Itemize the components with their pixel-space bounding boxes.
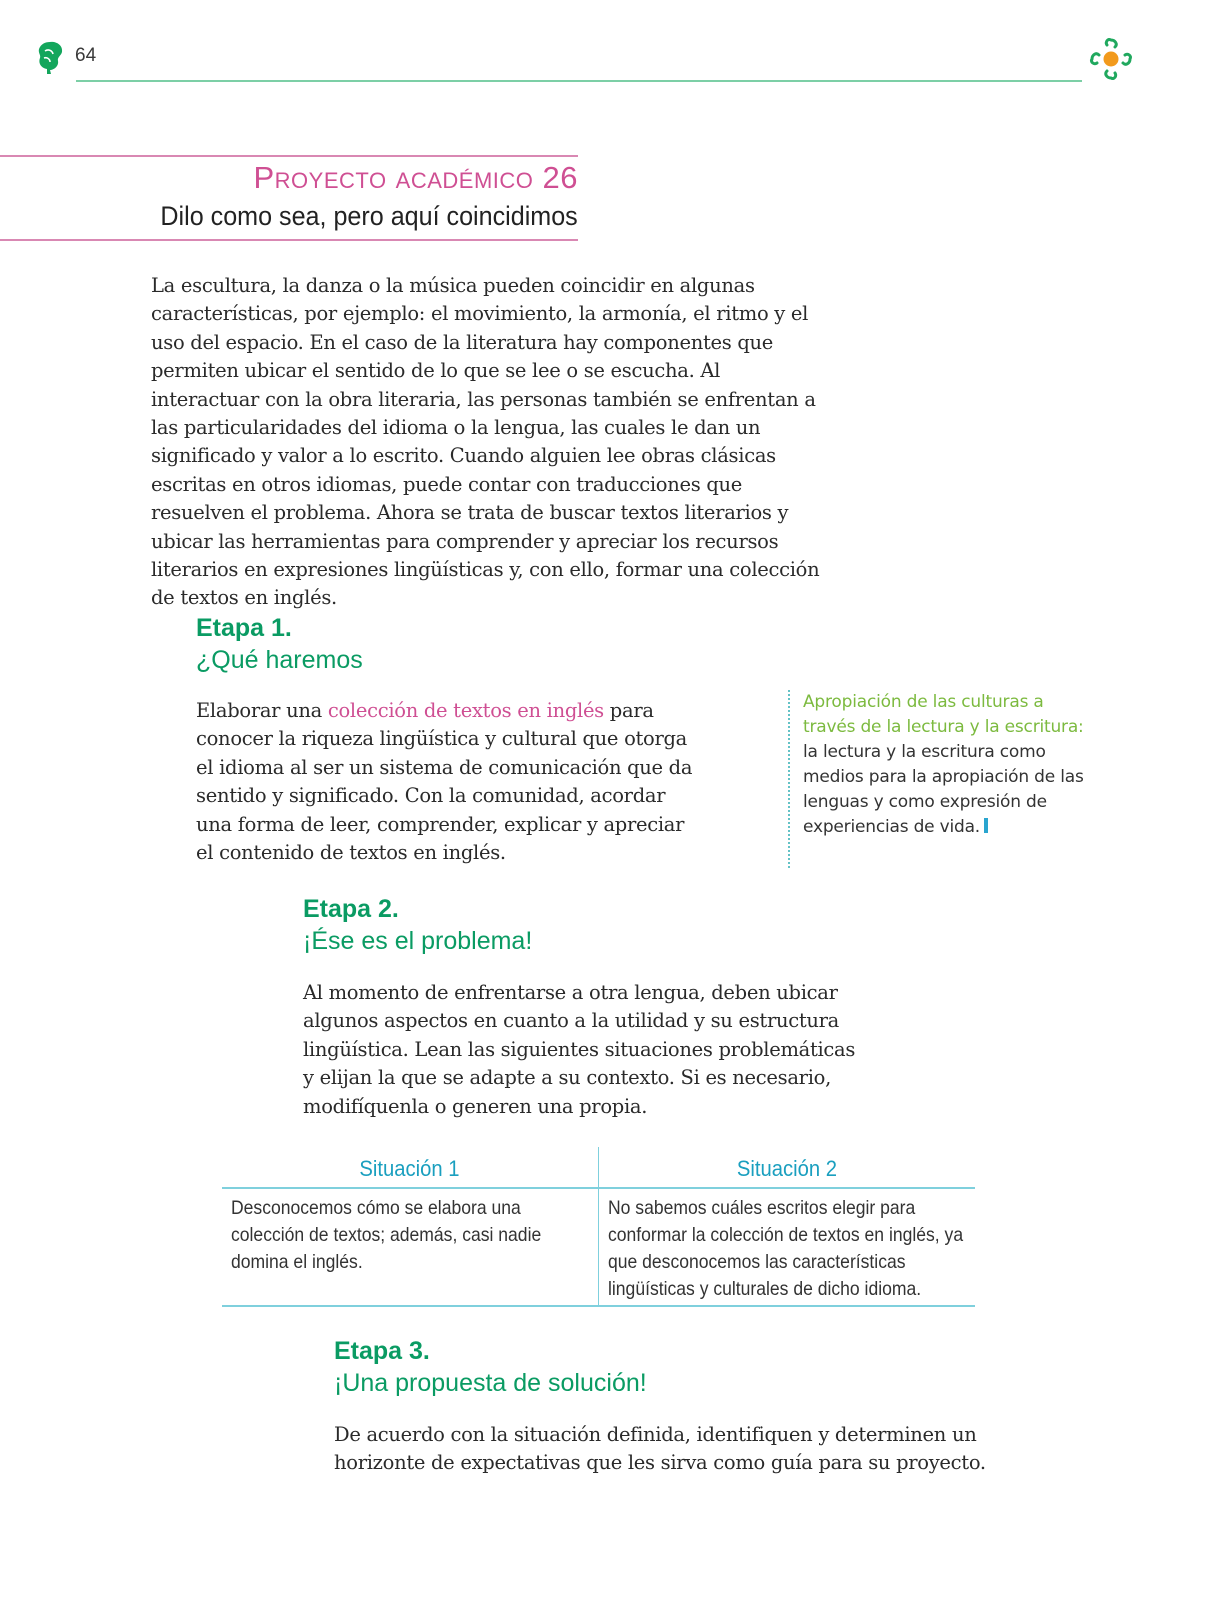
stage3-number: Etapa 3. bbox=[334, 1337, 430, 1365]
stage1-title: ¿Qué haremos bbox=[196, 646, 363, 674]
stage1-text-end: para conocer la riqueza lingüística y cultural que otorga el idioma al ser un sistema de comunicación que da sentido y significado. Con la comunidad, acordar una forma de leer, comprender, explicar y apreciar el contenido de textos en inglés. bbox=[196, 699, 693, 865]
sidebar-note bbox=[788, 690, 1088, 868]
header-rule bbox=[76, 80, 1082, 82]
sidebar-term: Apropiación de las culturas a través de la lectura y la escritura: bbox=[803, 692, 1084, 737]
title-rule-top bbox=[0, 155, 578, 157]
table-column-divider bbox=[598, 1147, 599, 1307]
stage3-title: ¡Una propuesta de solución! bbox=[334, 1369, 647, 1397]
table-header-rule bbox=[222, 1187, 975, 1189]
table-bottom-rule bbox=[222, 1305, 975, 1307]
situation2-heading: Situación 2 bbox=[736, 1156, 838, 1181]
situation1-text: Desconocemos cómo se elabora una colección de textos; además, casi nadie domina el inglés. bbox=[231, 1197, 542, 1273]
title-rule-bottom bbox=[0, 239, 578, 241]
stage1-highlight-term: colección de textos en inglés bbox=[327, 699, 604, 722]
stage1-number: Etapa 1. bbox=[196, 614, 292, 642]
situations-table bbox=[222, 1147, 975, 1307]
leaf-emblem-icon bbox=[36, 40, 66, 74]
stage2-paragraph: Al momento de enfrentarse a otra lengua, deben ubicar algunos aspectos en cuanto a la utilidad y su estructura lingüística. Lean las siguientes situaciones problemáticas y elijan la que se adapte a su contexto. Si es necesario, modifíquenla o generen una propia. bbox=[303, 981, 856, 1118]
situation2-text: No sabemos cuáles escritos elegir para conformar la colección de textos en inglés, ya que desconocemos las características lingüísticas y culturales de dicho idioma. bbox=[608, 1197, 964, 1300]
page-number: 64 bbox=[75, 45, 97, 66]
sidebar-definition: la lectura y la escritura como medios para la apropiación de las lenguas y como expresión de experiencias de vida. bbox=[803, 742, 1084, 837]
stage2-title: ¡Ése es el problema! bbox=[303, 927, 533, 955]
end-marker bbox=[984, 818, 988, 833]
intro-paragraph: La escultura, la danza o la música pueden coincidir en algunas características, por ejemplo: el movimiento, la armonía, el ritmo y el uso del espacio. En el caso de la literatura hay componentes que permiten ubicar el sentido de lo que se lee o se escucha. Al interactuar con la obra literaria, las personas también se enfrentan a las particularidades del idioma o la lengua, las cuales le dan un significado y valor a lo escrito. Cuando alguien lee obras clásicas escritas en otros idiomas, puede contar con traducciones que resuelven el problema. Ahora se trata de buscar textos literarios y ubicar las herramientas para comprender y apreciar los recursos literarios en expresiones lingüísticas y, con ello, formar una colección de textos en inglés. bbox=[151, 274, 820, 610]
stage2-number: Etapa 2. bbox=[303, 895, 399, 923]
stage1-paragraph bbox=[196, 697, 696, 867]
flower-ornament-icon bbox=[1085, 33, 1137, 85]
stage1-text-start: Elaborar una bbox=[196, 699, 328, 722]
stage3-paragraph: De acuerdo con la situación definida, identifiquen y determinen un horizonte de expectativas que les sirva como guía para su proyecto. bbox=[334, 1423, 986, 1475]
situation1-heading: Situación 1 bbox=[359, 1156, 460, 1181]
project-title: Dilo como sea, pero aquí coincidimos bbox=[160, 201, 578, 231]
project-label: Proyecto académico 26 bbox=[253, 160, 578, 195]
